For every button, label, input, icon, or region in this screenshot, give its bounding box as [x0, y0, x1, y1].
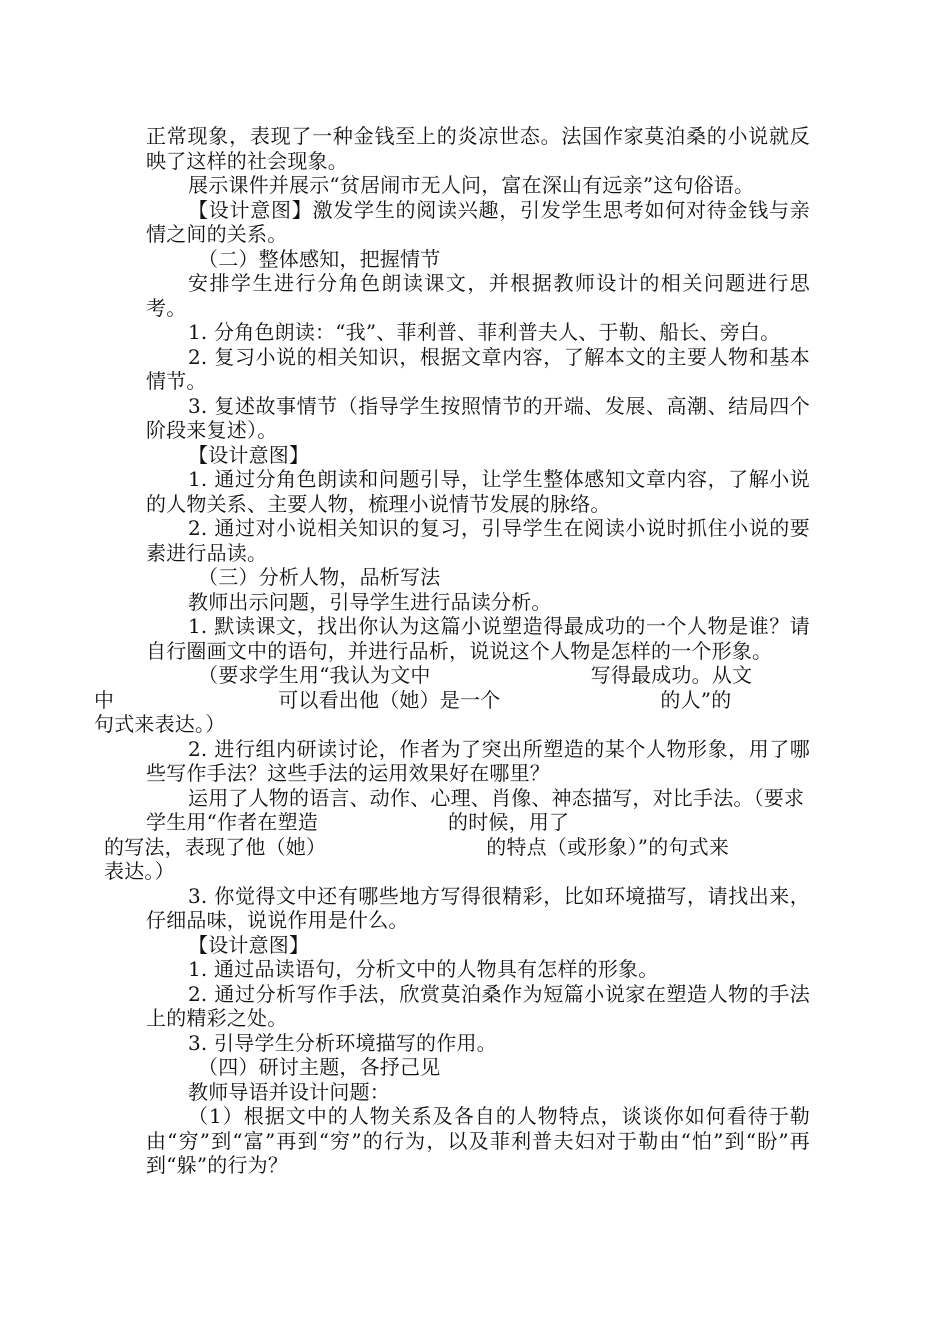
fill-blank-text: （要求学生用“我认为文中 — [198, 663, 431, 687]
paragraph-design-intent-1: 【设计意图】激发学生的阅读兴趣，引发学生思考如何对待金钱与亲情之间的关系。 — [146, 197, 810, 246]
list-item-2-1: 1. 分角色朗读：“我”、菲利普、菲利普夫人、于勒、船长、旁白。 — [188, 320, 781, 344]
fill-blank-text: 的人”的 — [660, 687, 732, 712]
question-1: （1）根据文中的人物关系及各自的人物特点，谈谈你如何看待于勒由“穷”到“富”再到“穷”的行为，以及菲利普夫妇对于勒由“怕”到“盼”再到“躲”的行为？ — [146, 1104, 810, 1177]
paragraph-teacher-intro: 教师导语并设计问题： — [188, 1079, 390, 1104]
paragraph-intro-continued: 正常现象，表现了一种金钱至上的炎凉世态。法国作家莫泊桑的小说就反映了这样的社会现象。 — [146, 124, 810, 173]
fill-blank-sentence-1 — [94, 663, 810, 737]
fill-blank-text: 的特点（或形象）”的句式来 — [486, 834, 730, 859]
intent-item-3-1: 1. 通过品读语句，分析文中的人物具有怎样的形象。 — [188, 957, 659, 981]
intent-item-2-1: 1. 通过分角色朗读和问题引导，让学生整体感知文章内容，了解小说的人物关系、主要人物，梳理小说情节发展的脉络。 — [146, 467, 810, 516]
list-item-2-2: 2. 复习小说的相关知识，根据文章内容，了解本文的主要人物和基本情节。 — [146, 344, 810, 393]
list-item-3-3: 3. 你觉得文中还有哪些地方写得很精彩，比如环境描写，请找出来，仔细品味，说说作用是什么。 — [146, 883, 810, 932]
intent-item-2-2: 2. 通过对小说相关知识的复习，引导学生在阅读小说时抓住小说的要素进行品读。 — [146, 516, 810, 565]
document-body — [94, 124, 810, 1178]
fill-blank-text: 的时候，用了 — [448, 810, 570, 834]
intent-item-3-3: 3. 引导学生分析环境描写的作用。 — [188, 1030, 497, 1055]
fill-blank-text: 表达。） — [104, 859, 175, 883]
fill-blank-text: 运用了人物的语言、动作、心理、肖像、神态描写，对比手法。（要求学生用“作者在塑造 — [146, 785, 805, 834]
paragraph-role-reading: 安排学生进行分角色朗读课文，并根据教师设计的相关问题进行思考。 — [146, 271, 810, 320]
fill-blank-text: 写得最成功。从文 — [590, 663, 753, 687]
fill-blank-text: 句式来表达。） — [94, 712, 226, 736]
section-heading-2: （二）整体感知，把握情节 — [198, 246, 441, 271]
section-heading-4: （四）研讨主题，各抒己见 — [198, 1055, 441, 1079]
fill-blank-text: 中 — [94, 687, 115, 712]
fill-blank-sentence-2 — [104, 785, 810, 884]
paragraph-teacher-question: 教师出示问题，引导学生进行品读分析。 — [188, 589, 552, 614]
list-item-3-1: 1. 默读课文，找出你认为这篇小说塑造得最成功的一个人物是谁？请自行圈画文中的语句，并进行品析，说说这个人物是怎样的一个形象。 — [146, 614, 810, 663]
paragraph-design-intent-3: 【设计意图】 — [188, 932, 310, 957]
list-item-2-3: 3. 复述故事情节（指导学生按照情节的开端、发展、高潮、结局四个阶段来复述）。 — [146, 393, 810, 442]
paragraph-design-intent-2: 【设计意图】 — [188, 442, 310, 467]
section-heading-3: （三）分析人物，品析写法 — [198, 565, 441, 589]
paragraph-courseware: 展示课件并展示“贫居闹市无人问，富在深山有远亲”这句俗语。 — [188, 173, 755, 197]
intent-item-3-2: 2. 通过分析写作手法，欣赏莫泊桑作为短篇小说家在塑造人物的手法上的精彩之处。 — [146, 981, 810, 1030]
fill-blank-text: 可以看出他（她）是一个 — [278, 687, 501, 712]
fill-blank-text: 的写法，表现了他（她） — [104, 834, 327, 859]
list-item-3-2: 2. 进行组内研读讨论，作者为了突出所塑造的某个人物形象，用了哪些写作手法？这些手法的运用效果好在哪里？ — [146, 736, 810, 785]
